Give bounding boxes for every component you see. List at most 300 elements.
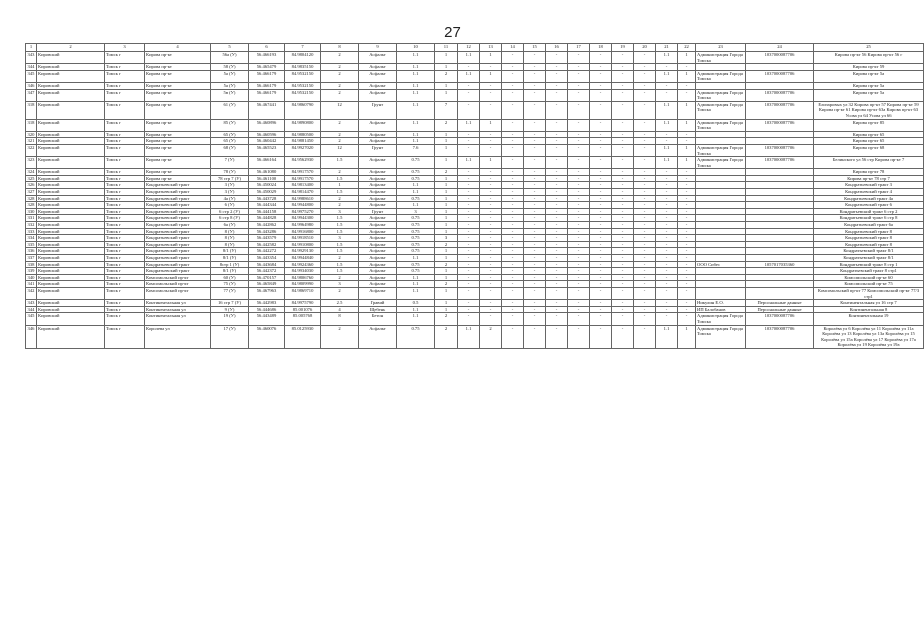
table-cell: - (612, 215, 634, 222)
table-cell: 1.1 (397, 281, 435, 288)
column-header: 18 (590, 44, 612, 52)
table-cell: - (656, 222, 678, 229)
table-cell: - (590, 300, 612, 307)
table-cell (696, 248, 746, 255)
table-cell: 327 (26, 189, 37, 196)
table-cell: Грунт (359, 208, 397, 215)
table-cell: Асфальт (359, 287, 397, 299)
table-cell: 1 (678, 325, 696, 348)
column-header: 3 (105, 44, 145, 52)
table-cell (696, 268, 746, 275)
table-cell: - (656, 261, 678, 268)
column-header: 10 (397, 44, 435, 52)
table-cell: - (568, 248, 590, 255)
table-cell: 56.450024 (249, 182, 285, 189)
table-cell: - (502, 306, 524, 313)
table-cell: - (612, 157, 634, 169)
table-cell: - (678, 268, 696, 275)
table-cell: - (656, 235, 678, 242)
table-cell: 1.1 (656, 119, 678, 131)
table-cell: - (634, 248, 656, 255)
column-header: 1 (26, 44, 37, 52)
table-cell: - (612, 138, 634, 145)
table-cell: 1037000087706 (746, 144, 814, 156)
table-cell: 5а (У) (211, 70, 249, 82)
table-cell: Кировский (37, 325, 105, 348)
table-cell: - (634, 202, 656, 209)
table-cell: 56.442983 (249, 300, 285, 307)
column-header: 16 (546, 44, 568, 52)
table-cell: 1.5 (321, 189, 359, 196)
table-cell: 0.75 (397, 222, 435, 229)
table-cell: - (612, 313, 634, 325)
table-cell: - (502, 215, 524, 222)
table-cell: 1 (435, 138, 458, 145)
table-cell: - (612, 228, 634, 235)
table-cell: 1.1 (397, 64, 435, 71)
table-cell: 1037000087706 (746, 119, 814, 131)
table-cell: - (502, 131, 524, 138)
table-cell: 56.442272 (249, 248, 285, 255)
table-row (26, 119, 924, 131)
table-cell: - (612, 89, 634, 101)
table-cell: - (634, 157, 656, 169)
table-cell: 0.75 (397, 241, 435, 248)
table-cell: Королева ул (145, 325, 211, 348)
table-cell: Кировский (37, 175, 105, 182)
table-cell: Томск г (105, 70, 145, 82)
table-cell: - (590, 144, 612, 156)
table-row (26, 195, 924, 202)
table-cell: 0.75 (397, 157, 435, 169)
table-cell: 84.9944840 (285, 255, 321, 262)
table-cell: 328 (26, 195, 37, 202)
table-cell: Кирова пр-кт (145, 169, 211, 176)
table-cell: - (678, 89, 696, 101)
table-cell: 3 (У) (211, 189, 249, 196)
table-cell: - (480, 202, 502, 209)
table-cell: - (458, 182, 480, 189)
table-cell: 1.5 (321, 215, 359, 222)
table-cell: - (612, 169, 634, 176)
table-cell: - (568, 325, 590, 348)
table-cell: - (634, 255, 656, 262)
column-header: 11 (435, 44, 458, 52)
table-cell: - (480, 182, 502, 189)
table-cell: Континентальная 8 (814, 306, 924, 313)
table-cell: - (634, 64, 656, 71)
table-cell (696, 281, 746, 288)
table-cell: Кирова пр-кт 78 (814, 169, 924, 176)
table-cell: - (590, 235, 612, 242)
table-cell: 1037000087706 (746, 157, 814, 169)
column-header: 8 (321, 44, 359, 52)
table-cell: - (634, 52, 656, 64)
table-cell: - (502, 119, 524, 131)
table-cell: 75 (У) (211, 281, 249, 288)
table-cell: Асфальт (359, 119, 397, 131)
column-header: 17 (568, 44, 590, 52)
table-cell (696, 82, 746, 89)
table-cell: 84.9918510 (285, 235, 321, 242)
table-cell: - (546, 228, 568, 235)
table-cell: 8/1 (У) (211, 255, 249, 262)
column-header: 22 (678, 44, 696, 52)
table-cell: 341 (26, 281, 37, 288)
table-cell: - (568, 313, 590, 325)
table-cell: 1.5 (321, 248, 359, 255)
table-cell: - (568, 131, 590, 138)
table-cell: - (656, 274, 678, 281)
table-cell: Кировский (37, 202, 105, 209)
table-cell: - (634, 89, 656, 101)
table-cell: - (568, 281, 590, 288)
table-cell: 84.9562930 (285, 157, 321, 169)
table-cell: 6 (У) (211, 202, 249, 209)
table-cell: Администрация Города Томска (696, 119, 746, 131)
table-cell: - (612, 255, 634, 262)
table-cell: - (458, 169, 480, 176)
table-cell: Кировский (37, 208, 105, 215)
table-row (26, 189, 924, 196)
table-cell (696, 228, 746, 235)
table-cell: Комсомольский пр-кт 77 Комсомольский пр-кт 77/3 стр1 (814, 287, 924, 299)
table-cell: - (546, 268, 568, 275)
table-cell: 56.466193 (249, 52, 285, 64)
table-row (26, 202, 924, 209)
table-cell: Кондратьевский тракт (145, 195, 211, 202)
table-cell: 1.1 (656, 52, 678, 64)
table-cell: 0.75 (397, 195, 435, 202)
table-row (26, 131, 924, 138)
table-cell: 5в (У) (211, 89, 249, 101)
table-cell: 19 (У) (211, 313, 249, 325)
table-cell: Кировский (37, 144, 105, 156)
table-cell: 60 (У) (211, 274, 249, 281)
table-cell: - (590, 313, 612, 325)
table-cell: - (590, 189, 612, 196)
column-header: 13 (480, 44, 502, 52)
table-cell: - (568, 255, 590, 262)
table-row (26, 241, 924, 248)
table-cell: Асфальт (359, 248, 397, 255)
table-row (26, 215, 924, 222)
table-cell: Кондратьевский тракт 6а (814, 222, 924, 229)
table-cell: - (480, 255, 502, 262)
table-cell: - (568, 89, 590, 101)
table-cell: Кировский (37, 215, 105, 222)
table-cell: 1.1 (397, 182, 435, 189)
table-cell: - (546, 313, 568, 325)
table-cell: - (612, 281, 634, 288)
table-row (26, 255, 924, 262)
table-cell (696, 287, 746, 299)
table-cell: 56.460442 (249, 138, 285, 145)
table-cell: 1.1 (458, 325, 480, 348)
table-cell: 1037000087706 (746, 52, 814, 64)
table-cell: 58 (У) (211, 64, 249, 71)
table-cell: - (458, 235, 480, 242)
table-cell: 56.466164 (249, 157, 285, 169)
table-cell: - (502, 268, 524, 275)
table-cell: - (634, 138, 656, 145)
table-cell: Кондратьевский тракт 3 (814, 182, 924, 189)
table-cell (746, 215, 814, 222)
table-cell: ИП Балобанов (696, 306, 746, 313)
table-cell: Кондратьевский тракт 8 стр 1 (814, 261, 924, 268)
table-cell: - (458, 241, 480, 248)
table-cell: 2 (321, 70, 359, 82)
table-cell: 1 (435, 157, 458, 169)
table-cell (746, 281, 814, 288)
table-cell: - (656, 202, 678, 209)
table-cell (746, 255, 814, 262)
table-cell: 3 (У) (211, 182, 249, 189)
table-cell: Томск г (105, 255, 145, 262)
table-cell: - (612, 235, 634, 242)
table-cell: - (678, 195, 696, 202)
table-cell: - (568, 138, 590, 145)
table-cell: - (546, 281, 568, 288)
table-cell: 1057017035360 (746, 261, 814, 268)
table-cell: Кирова пр-кт (145, 64, 211, 71)
table-cell: 1.1 (397, 274, 435, 281)
table-cell: 56.466179 (249, 70, 285, 82)
table-cell: 1.5 (321, 222, 359, 229)
table-cell: Гравий (359, 300, 397, 307)
table-cell: Томск г (105, 261, 145, 268)
table-cell: 84.9869710 (285, 287, 321, 299)
table-cell: - (458, 313, 480, 325)
table-cell: - (546, 306, 568, 313)
table-cell: Администрация Города Томска (696, 52, 746, 64)
table-cell: Кондратьевский тракт 8 стр1 (814, 268, 924, 275)
table-cell: 56.470157 (249, 274, 285, 281)
table-cell: 84.9835150 (285, 64, 321, 71)
column-header: 12 (458, 44, 480, 52)
table-cell: - (612, 70, 634, 82)
table-cell: Администрация Города Томска (696, 157, 746, 169)
table-row (26, 138, 924, 145)
table-cell: 1 (435, 64, 458, 71)
table-cell: Асфальт (359, 182, 397, 189)
table-cell: 56.460596 (249, 131, 285, 138)
table-cell: - (656, 268, 678, 275)
table-cell: 338 (26, 261, 37, 268)
table-cell: - (656, 255, 678, 262)
table-cell: 1 (678, 101, 696, 119)
table-cell: Администрация Города Томска (696, 89, 746, 101)
table-cell: Томск г (105, 131, 145, 138)
table-cell: - (546, 82, 568, 89)
table-cell: 2 (435, 313, 458, 325)
table-cell: Томск г (105, 208, 145, 215)
table-cell (746, 175, 814, 182)
table-cell: Томск г (105, 138, 145, 145)
table-cell: - (634, 169, 656, 176)
table-cell: 3 (435, 235, 458, 242)
table-cell: 2 (321, 202, 359, 209)
table-cell: 2 (435, 70, 458, 82)
table-cell (696, 241, 746, 248)
table-cell: 1.1 (397, 101, 435, 119)
table-cell: 2 (321, 274, 359, 281)
table-cell: - (568, 261, 590, 268)
table-cell: Асфальт (359, 82, 397, 89)
table-cell: 17 (У) (211, 325, 249, 348)
table-cell: Томск г (105, 248, 145, 255)
table-cell: 1 (480, 70, 502, 82)
table-cell (696, 274, 746, 281)
table-cell: - (546, 119, 568, 131)
table-cell: 1 (678, 157, 696, 169)
table-cell: - (524, 274, 546, 281)
table-cell: - (502, 222, 524, 229)
table-cell: - (590, 182, 612, 189)
table-cell: Кирова пр-кт 59 (814, 64, 924, 71)
table-cell: 3 (321, 235, 359, 242)
table-cell: - (634, 215, 656, 222)
table-cell: 1 (678, 144, 696, 156)
table-cell: 12 (321, 101, 359, 119)
table-cell: - (524, 300, 546, 307)
table-cell: 1.1 (656, 101, 678, 119)
table-cell: - (502, 70, 524, 82)
table-cell: - (590, 52, 612, 64)
table-cell: 1.5 (321, 228, 359, 235)
table-cell: Кировский (37, 287, 105, 299)
table-cell: - (546, 138, 568, 145)
table-cell (746, 287, 814, 299)
table-cell: Кирова пр-кт (145, 70, 211, 82)
table-cell: - (634, 228, 656, 235)
table-cell: - (590, 82, 612, 89)
table-row (26, 182, 924, 189)
table-cell: Асфальт (359, 157, 397, 169)
table-cell: - (524, 70, 546, 82)
table-cell: - (678, 182, 696, 189)
table-cell: 56.443684 (249, 261, 285, 268)
table-cell: 5а (У) (211, 82, 249, 89)
table-cell: - (546, 261, 568, 268)
table-cell: - (524, 208, 546, 215)
table-cell (746, 189, 814, 196)
table-cell: - (546, 248, 568, 255)
table-cell: - (524, 131, 546, 138)
table-cell: 332 (26, 222, 37, 229)
table-cell: - (502, 144, 524, 156)
table-row (26, 268, 924, 275)
table-cell: 347 (26, 89, 37, 101)
table-cell: 85 (У) (211, 119, 249, 131)
table-cell: 84.9532150 (285, 82, 321, 89)
table-cell: - (590, 70, 612, 82)
table-cell: - (480, 300, 502, 307)
table-cell: - (502, 175, 524, 182)
table-cell: Томск г (105, 300, 145, 307)
table-cell: Кировский (37, 228, 105, 235)
table-cell: - (546, 131, 568, 138)
table-cell: Грунт (359, 144, 397, 156)
table-cell: - (656, 208, 678, 215)
table-cell: Кондратьевский тракт (145, 261, 211, 268)
table-cell: Асфальт (359, 268, 397, 275)
table-cell: - (546, 70, 568, 82)
table-cell: - (590, 255, 612, 262)
column-header: 24 (746, 44, 814, 52)
table-cell: 2 (480, 325, 502, 348)
table-cell: Кировский (37, 235, 105, 242)
table-cell: 1.1 (458, 52, 480, 64)
table-cell: - (524, 281, 546, 288)
table-cell: - (656, 241, 678, 248)
table-cell: - (524, 82, 546, 89)
table-cell: 1 (435, 144, 458, 156)
table-cell: - (480, 208, 502, 215)
table-row (26, 169, 924, 176)
table-cell: - (656, 189, 678, 196)
header-row (26, 44, 924, 52)
table-cell: - (612, 300, 634, 307)
table-cell: - (480, 169, 502, 176)
table-cell: - (568, 64, 590, 71)
table-cell: - (634, 300, 656, 307)
table-cell: Томск г (105, 144, 145, 156)
table-cell: 1037000087706 (746, 313, 814, 325)
table-cell: - (612, 64, 634, 71)
table-cell: - (634, 261, 656, 268)
table-cell: 318 (26, 119, 37, 131)
table-cell: 2 (321, 119, 359, 131)
table-cell: - (458, 82, 480, 89)
table-cell: 335 (26, 241, 37, 248)
table-cell: Асфальт (359, 195, 397, 202)
table-cell: Кирова пр-кт 65 (814, 138, 924, 145)
table-cell: - (590, 268, 612, 275)
table-cell: - (480, 195, 502, 202)
table-cell: Кирова пр-кт 5а (814, 82, 924, 89)
table-cell: - (502, 313, 524, 325)
table-cell: 1.5 (321, 268, 359, 275)
table-cell: - (590, 215, 612, 222)
table-cell: - (524, 195, 546, 202)
table-cell: 84.9880500 (285, 131, 321, 138)
table-cell: 344 (26, 64, 37, 71)
table-cell: 326 (26, 182, 37, 189)
table-cell: - (590, 281, 612, 288)
table-cell: 323 (26, 157, 37, 169)
table-cell: - (524, 157, 546, 169)
table-cell: Администрация Города Томска (696, 313, 746, 325)
table-cell: - (524, 306, 546, 313)
table-cell: - (634, 241, 656, 248)
table-cell: 343 (26, 300, 37, 307)
table-cell: 84.9806760 (285, 274, 321, 281)
table-cell: - (502, 52, 524, 64)
table-cell: 7 (У) (211, 157, 249, 169)
table-cell: - (502, 208, 524, 215)
table-cell: - (502, 169, 524, 176)
table-cell: Континентальная 19 (814, 313, 924, 325)
table-cell: - (590, 241, 612, 248)
table-cell: 9 (У) (211, 306, 249, 313)
table-cell: - (546, 287, 568, 299)
table-cell: 346 (26, 82, 37, 89)
table-cell: Томск г (105, 189, 145, 196)
table-cell: - (612, 268, 634, 275)
table-cell: - (524, 144, 546, 156)
table-cell: - (524, 268, 546, 275)
